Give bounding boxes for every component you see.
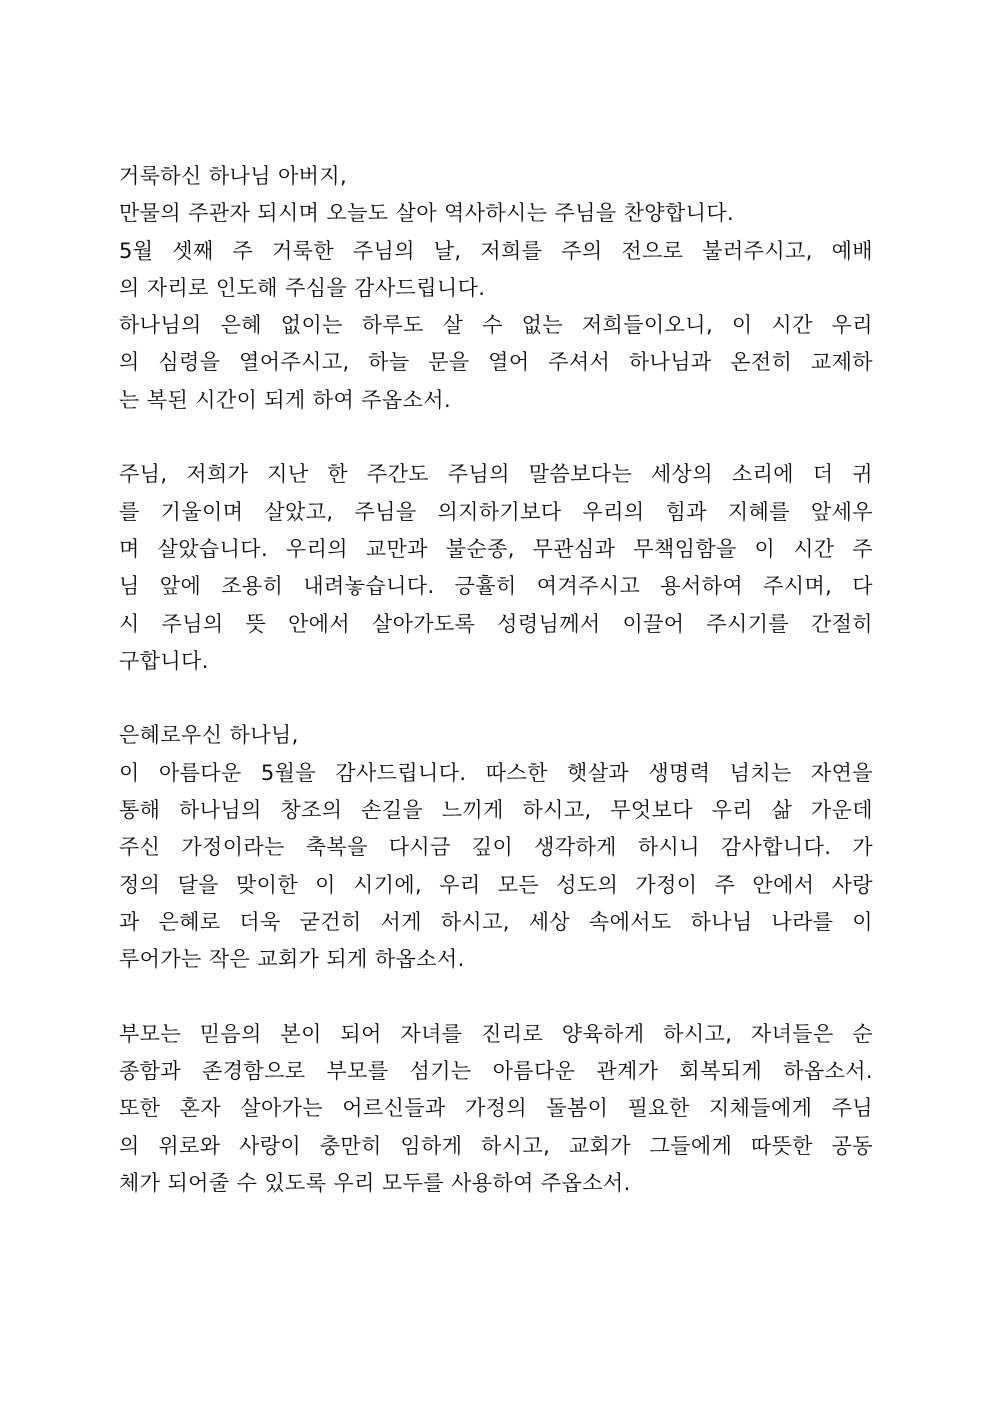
text-line: 의 자리로 인도해 주심을 감사드립니다.	[119, 275, 486, 300]
text-line: 거룩하신 하나님 아버지,	[119, 164, 348, 188]
text-line: 종함과 존경함으로 부모를 섬기는 아름다운 관계가 회복되게 하옵소서.	[119, 1059, 873, 1084]
text-line: 체가 되어줄 수 있도록 우리 모두를 사용하여 주옵소서.	[119, 1171, 631, 1196]
text-line: 또한 혼자 살아가는 어르신들과 가정의 돌봄이 필요한 지체들에게 주님	[119, 1096, 873, 1121]
text-line: 주님, 저희가 지난 한 주간도 주님의 말씀보다는 세상의 소리에 더 귀	[119, 462, 873, 487]
text-line: 루어가는 작은 교회가 되게 하옵소서.	[119, 947, 465, 972]
text-line: 구합니다.	[119, 648, 209, 673]
text-line: 의 심령을 열어주시고, 하늘 문을 열어 주셔서 하나님과 온전히 교제하	[119, 350, 873, 375]
text-line: 이 아름다운 5월을 감사드립니다. 따스한 햇살과 생명력 넘치는 자연을	[119, 760, 873, 785]
paragraph	[119, 456, 873, 680]
text-line: 부모는 믿음의 본이 되어 자녀를 진리로 양육하게 하시고, 자녀들은 순	[119, 1021, 873, 1046]
text-line: 과 은혜로 더욱 굳건히 서게 하시고, 세상 속에서도 하나님 나라를 이	[119, 909, 873, 934]
paragraph-spacer	[119, 979, 873, 1016]
text-line: 주신 가정이라는 축복을 다시금 깊이 생각하게 하시니 감사합니다. 가	[119, 835, 873, 860]
document-body	[119, 158, 873, 1202]
text-line: 를 기울이며 살았고, 주님을 의지하기보다 우리의 힘과 지혜를 앞세우	[119, 499, 873, 524]
text-line: 는 복된 시간이 되게 하여 주옵소서.	[119, 387, 452, 412]
text-line: 의 위로와 사랑이 충만히 임하게 하시고, 교회가 그들에게 따뜻한 공동	[119, 1133, 873, 1158]
text-line: 만물의 주관자 되시며 오늘도 살아 역사하시는 주님을 찬양합니다.	[119, 201, 735, 226]
text-line: 시 주님의 뜻 안에서 살아가도록 성령님께서 이끌어 주시기를 간절히	[119, 611, 873, 636]
text-line: 통해 하나님의 창조의 손길을 느끼게 하시고, 무엇보다 우리 삶 가운데	[119, 798, 873, 823]
text-line: 정의 달을 맞이한 이 시기에, 우리 모든 성도의 가정이 주 안에서 사랑	[119, 872, 873, 897]
text-line: 5월 셋째 주 거룩한 주님의 날, 저희를 주의 전으로 불러주시고, 예배	[119, 238, 873, 263]
paragraph	[119, 158, 873, 419]
paragraph-spacer	[119, 680, 873, 717]
paragraph-spacer	[119, 419, 873, 456]
text-line: 은혜로우신 하나님,	[119, 723, 299, 748]
paragraph	[119, 1016, 873, 1202]
text-line: 님 앞에 조용히 내려놓습니다. 긍휼히 여겨주시고 용서하여 주시며, 다	[119, 574, 873, 599]
text-line: 하나님의 은혜 없이는 하루도 살 수 없는 저희들이오니, 이 시간 우리	[119, 313, 873, 338]
text-line: 며 살았습니다. 우리의 교만과 불순종, 무관심과 무책임함을 이 시간 주	[119, 536, 873, 561]
paragraph	[119, 717, 873, 978]
